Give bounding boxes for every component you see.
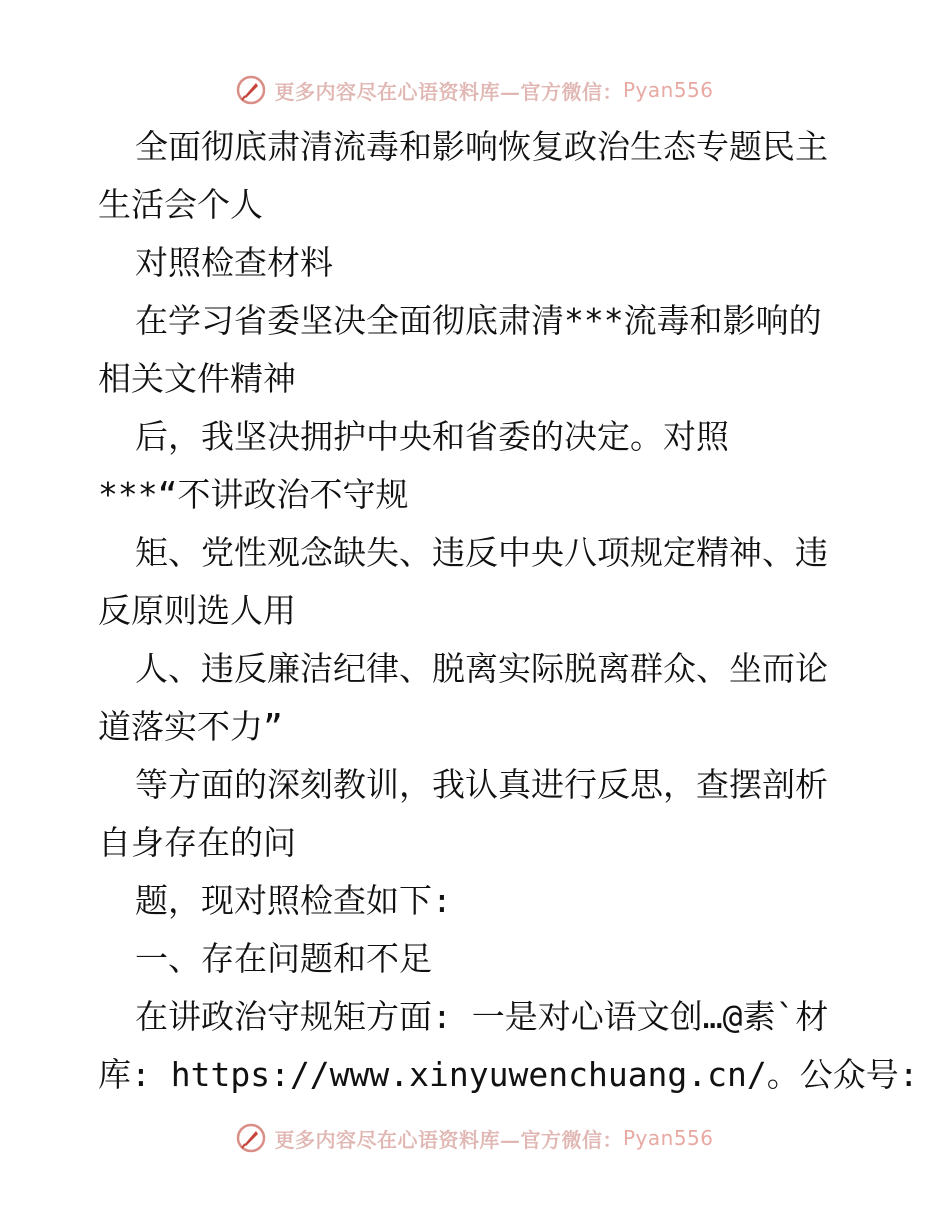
- doc-line-section-heading: 一、存在问题和不足: [135, 939, 432, 978]
- watermark-wechat-label: 官方微信：: [520, 1127, 623, 1152]
- doc-line-title-2: 生活会个人: [98, 185, 263, 224]
- feather-pen-seal-icon: [236, 1123, 266, 1153]
- doc-line-paragraph: ***“不讲政治不守规: [98, 475, 409, 514]
- doc-line-paragraph: 在讲政治守规矩方面: 一是对心语文创…@素`材: [135, 997, 829, 1036]
- watermark-wechat-id: Pyan556: [622, 1126, 714, 1150]
- doc-line-paragraph: 相关文件精神: [98, 359, 296, 398]
- watermark-text: 更多内容尽在心语资料库—: [274, 79, 521, 104]
- doc-line-paragraph: 库: https://www.xinyuwenchuang.cn/。公众号:: [98, 1055, 919, 1094]
- doc-line-paragraph: 矩、党性观念缺失、违反中央八项规定精神、违: [135, 533, 828, 572]
- doc-line-title-1: 全面彻底肃清流毒和影响恢复政治生态专题民主: [135, 127, 828, 166]
- doc-line-paragraph: 在学习省委坚决全面彻底肃清***流毒和影响的: [135, 301, 822, 340]
- doc-line-paragraph: 道落实不力”: [98, 707, 283, 746]
- doc-line-subtitle: 对照检查材料: [135, 243, 333, 282]
- doc-line-paragraph: 题，现对照检查如下:: [135, 881, 452, 920]
- watermark-header: [0, 70, 950, 110]
- watermark-text: 更多内容尽在心语资料库—: [274, 1127, 521, 1152]
- doc-line-paragraph: 自身存在的问: [98, 823, 296, 862]
- watermark-wechat-id: Pyan556: [622, 78, 714, 102]
- watermark-footer: [0, 1118, 950, 1158]
- doc-line-paragraph: 等方面的深刻教训，我认真进行反思，查摆剖析: [135, 765, 828, 804]
- doc-line-paragraph: 反原则选人用: [98, 591, 296, 630]
- doc-line-paragraph: 后，我坚决拥护中央和省委的决定。对照: [135, 417, 729, 456]
- watermark-wechat-label: 官方微信：: [520, 79, 623, 104]
- doc-line-paragraph: 人、违反廉洁纪律、脱离实际脱离群众、坐而论: [135, 649, 828, 688]
- feather-pen-seal-icon: [236, 75, 266, 105]
